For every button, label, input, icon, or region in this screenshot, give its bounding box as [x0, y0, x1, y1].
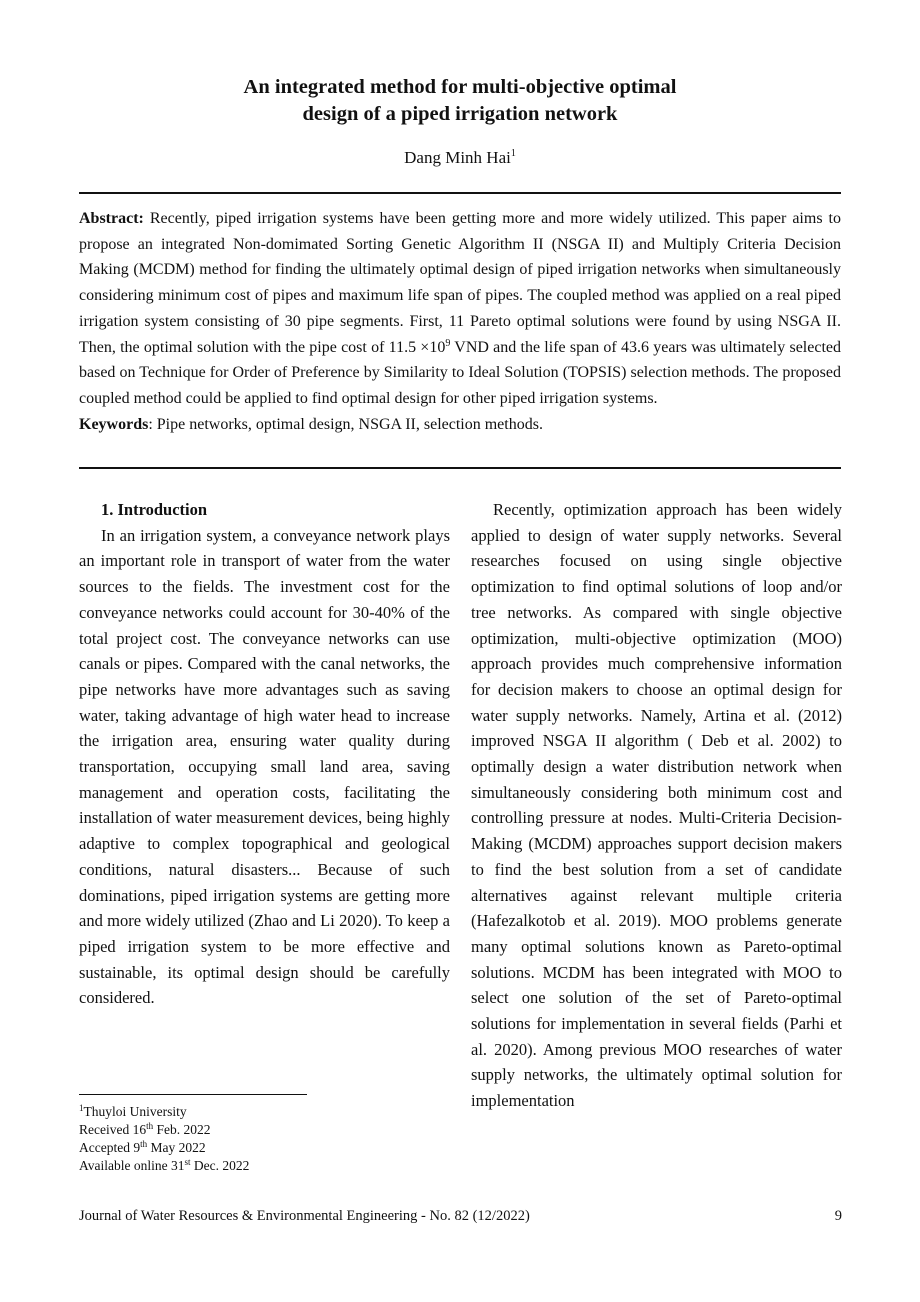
abstract-text-a: Recently, piped irrigation systems have been getting more and more widely utilized. This paper aims to propose an integrated Non-domimated Sorting Genetic Algorithm II (NSGA II) and Multiply Criteria Decision Making (MCDM) method for finding the ultimately optimal design of piped irrigation networks when simultaneously considering minimum cost of pipes and maximum life span of pipes. The coupled method was applied on a real piped irrigation system consisting of 30 pipe segments. First, 11 Pareto optimal solutions were found by using NSGA II. Then, the optimal solution with the pipe cost of 11.5 ×10 — [79, 210, 841, 356]
page-number: 9 — [834, 1208, 842, 1224]
title-line-1: An integrated method for multi-objective optimal — [243, 76, 677, 98]
bottom-divider — [79, 467, 841, 469]
author-name: Dang Minh Hai — [404, 148, 511, 167]
keywords-paragraph — [79, 412, 841, 438]
footnote-mark: 1 — [79, 1103, 84, 1113]
section-heading: 1. Introduction — [101, 500, 208, 519]
abstract-label: Abstract: — [79, 210, 144, 227]
received-sup: th — [146, 1121, 154, 1131]
keywords-text: : Pipe networks, optimal design, NSGA II, selection methods. — [148, 415, 543, 433]
footnotes — [79, 1103, 379, 1175]
top-divider — [79, 192, 841, 194]
footnote-divider — [79, 1094, 307, 1095]
accepted-date: May 2022 — [147, 1140, 206, 1155]
received-text: Received 16 — [79, 1122, 147, 1137]
footnote-received — [79, 1121, 379, 1139]
journal-footer: Journal of Water Resources & Environmental Engineering - No. 82 (12/2022) — [79, 1208, 530, 1224]
received-date: Feb. 2022 — [153, 1122, 211, 1137]
author-line — [0, 148, 920, 168]
author-affiliation-mark: 1 — [510, 148, 516, 159]
online-date: Dec. 2022 — [190, 1158, 250, 1173]
left-column — [79, 497, 450, 1011]
abstract-paragraph — [79, 206, 841, 412]
intro-paragraph-left: In an irrigation system, a conveyance network plays an important role in transport of water from the water sources to the fields. The investment cost for the conveyance networks could account for 30-40% of the total project cost. The conveyance networks can use canals or pipes. Compared with the canal networks, the pipe networks have more advantages such as saving water, taking advantage of high water head to increase the irrigation area, ensuring water quality during transportation, occupying small land area, saving management and operation costs, facilitating the installation of water measurement devices, being highly adaptive to complex topographical and geological conditions, natural disasters... Because of such dominations, piped irrigation systems are getting more and more widely utilized (Zhao and Li 2020). To keep a piped irrigation system to be more effective and sustainable, its optimal design should be carefully considered. — [79, 525, 450, 1008]
abstract-text-b: VND and the life span of 43.6 years was ultimately selected based on Technique for Order of Preference by Similarity to Ideal Solution (TOPSIS) selection methods. The proposed coupled method could be applied to find optimal design for other piped irrigation systems. — [79, 338, 841, 407]
accepted-text: Accepted 9 — [79, 1140, 141, 1155]
footnote-online — [79, 1157, 379, 1175]
online-sup: st — [184, 1157, 191, 1167]
footnote-affiliation — [79, 1103, 379, 1121]
accepted-sup: th — [140, 1139, 148, 1149]
online-text: Available online 31 — [79, 1158, 185, 1173]
intro-paragraph-right: Recently, optimization approach has been widely applied to design of water supply networks. Several researches focused on using single objective optimization to find optimal solutions of loop and/or tree networks. As compared with single objective optimization, multi-objective optimization (MOO) approach provides much comprehensive information for decision makers to choose an optimal design for water supply networks. Namely, Artina et al. (2012) improved NSGA II algorithm ( Deb et al. 2002) to optimally design a water distribution network when simultaneously considering both minimum cost and controlling pressure at nodes. Multi-Criteria Decision-Making (MCDM) approaches support decision makers to find the best solution from a set of candidate alternatives against relevant multiple criteria (Hafezalkotob et al. 2019). MOO problems generate many optimal solutions known as Pareto-optimal solutions. MCDM has been integrated with MOO to select one solution of the set of Pareto-optimal solutions for implementation in several fields (Parhi et al. 2020). Among previous MOO researches of water supply networks, the ultimately optimal solution for implementation — [471, 500, 842, 1111]
keywords-label: Keywords — [79, 415, 149, 433]
paper-title — [0, 74, 920, 128]
right-column — [471, 497, 842, 1114]
abstract-block — [79, 206, 841, 437]
title-line-2: design of a piped irrigation network — [302, 103, 618, 125]
footnote-accepted — [79, 1139, 379, 1157]
abstract-exponent: 9 — [445, 337, 451, 349]
footnote-affiliation-text: Thuyloi University — [83, 1104, 187, 1119]
